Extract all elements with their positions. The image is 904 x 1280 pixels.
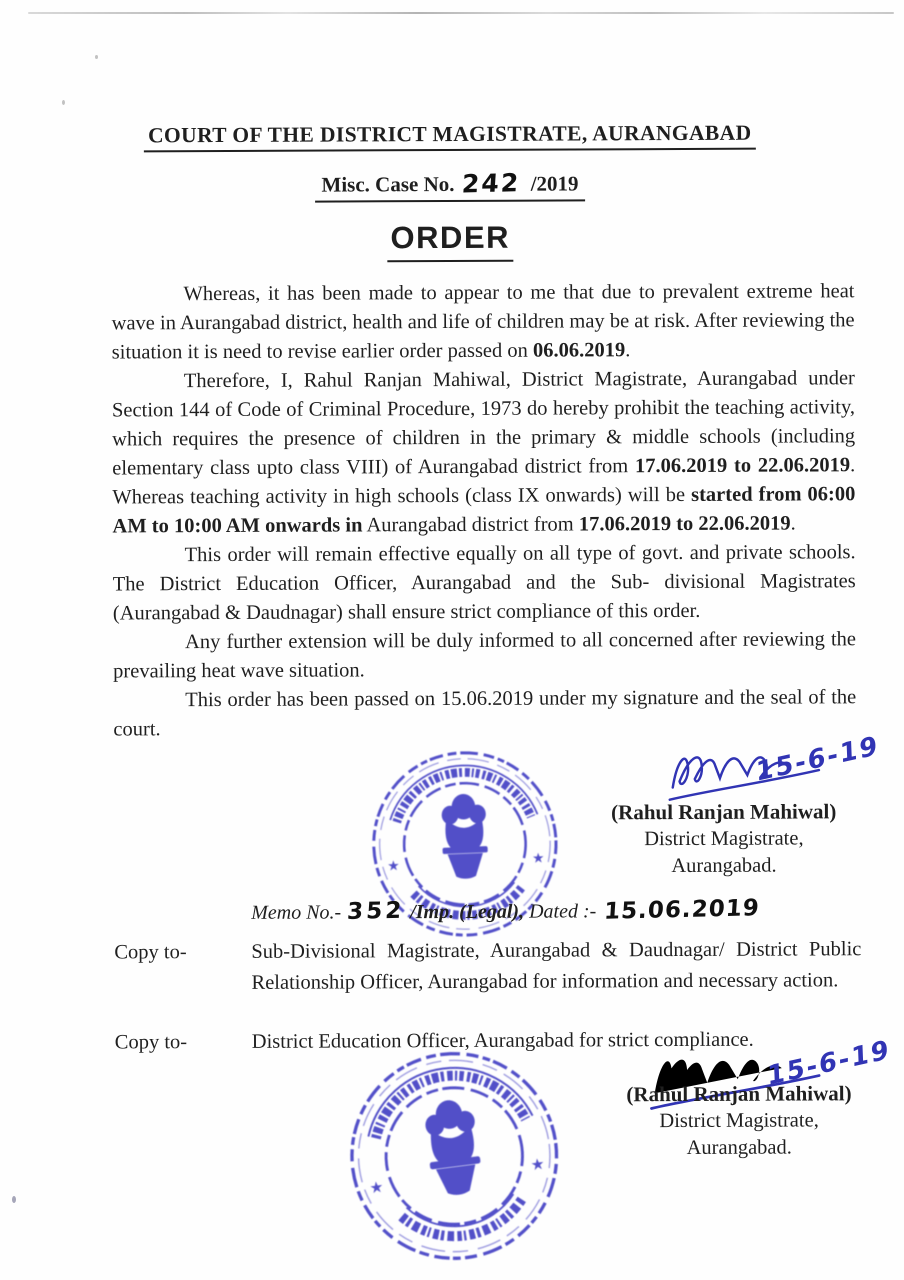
ashoka-emblem-icon <box>440 793 488 879</box>
court-title: COURT OF THE DISTRICT MAGISTRATE, AURANGABAD <box>144 121 756 153</box>
case-line-suffix: /2019 <box>530 171 579 196</box>
order-paragraph: Whereas, it has been made to appear to me that due to prevalent extreme heat wave in Aurangabad district, health and life of children may be at risk. After reviewing the situation it is need to revise earlier order passed on 06.06.2019. <box>111 280 855 364</box>
signatory-designation: District Magistrate, <box>659 1109 819 1133</box>
order-paragraph: This order has been passed on 15.06.2019 under my signature and the seal of the court. <box>113 686 857 741</box>
document-header <box>0 120 902 264</box>
signatory-place: Aurangabad. <box>686 1136 792 1159</box>
case-number-handwritten: 242 <box>461 168 522 199</box>
signatory-place: Aurangabad. <box>671 854 777 878</box>
order-paragraph: Therefore, I, Rahul Ranjan Mahiwal, District Magistrate, Aurangabad under Section 144 of Code of Criminal Procedure, 1973 do hereby prohibit the teaching activity, which requires the presence of children in the primary & middle schools (including elementary class upto class VIII) of Aurangabad district from 17.06.2019 to 22.06.2019. Whereas teaching activity in high schools (class IX onwards) will be started from 06:00 AM to 10:00 AM onwards in Aurangabad district from 17.06.2019 to 22.06.2019. <box>111 367 856 538</box>
memo-department: /Imp. (Legal), <box>410 900 525 924</box>
order-paragraph: This order will remain effective equally on all type of govt. and private schools. The District Education Officer, Aurangabad and the Sub- divisional Magistrates (Aurangabad & Daudnagar) shall ensure strict compliance of this order. <box>112 541 856 625</box>
memo-line <box>251 897 760 925</box>
copy-to-label: Copy to- <box>114 1031 188 1054</box>
order-paragraph: Any further extension will be duly informed to all concerned after reviewing the prevailing heat wave situation. <box>113 628 857 683</box>
memo-date-handwritten: 15.06.2019 <box>603 895 761 925</box>
order-heading: ORDER <box>387 220 513 263</box>
court-seal-stamp <box>331 1033 577 1279</box>
signatory-block <box>585 798 863 880</box>
case-line-prefix: Misc. Case No. <box>321 171 455 197</box>
signatory-name: (Rahul Ranjan Mahiwal) <box>611 799 837 825</box>
copy-to-text: District Education Officer, Aurangabad for strict compliance. <box>251 1028 754 1053</box>
svg-text:★: ★ <box>387 858 400 875</box>
signature-date-handwritten: 15-6-19 <box>755 730 880 788</box>
case-number-line <box>0 166 902 204</box>
memo-dated-label: Dated :- <box>529 900 597 923</box>
signatory-name: (Rahul Ranjan Mahiwal) <box>626 1081 852 1107</box>
memo-prefix: Memo No.- <box>251 901 342 924</box>
order-body-text <box>111 277 856 744</box>
svg-text:★: ★ <box>531 850 545 867</box>
copy-to-label: Copy to- <box>114 941 187 964</box>
signatory-block <box>600 1080 878 1162</box>
copy-to-text: Sub-Divisional Magistrate, Aurangabad & Daudnagar/ District Public Relationship Officer, Aurangabad for information and necessary action. <box>251 938 862 994</box>
memo-number-handwritten: 352 <box>346 897 406 925</box>
court-seal-graphic <box>331 1033 577 1279</box>
signature-date-handwritten: 15-6-19 <box>766 1034 892 1092</box>
copy-to-row <box>114 934 861 999</box>
signatory-designation: District Magistrate, <box>644 827 804 851</box>
